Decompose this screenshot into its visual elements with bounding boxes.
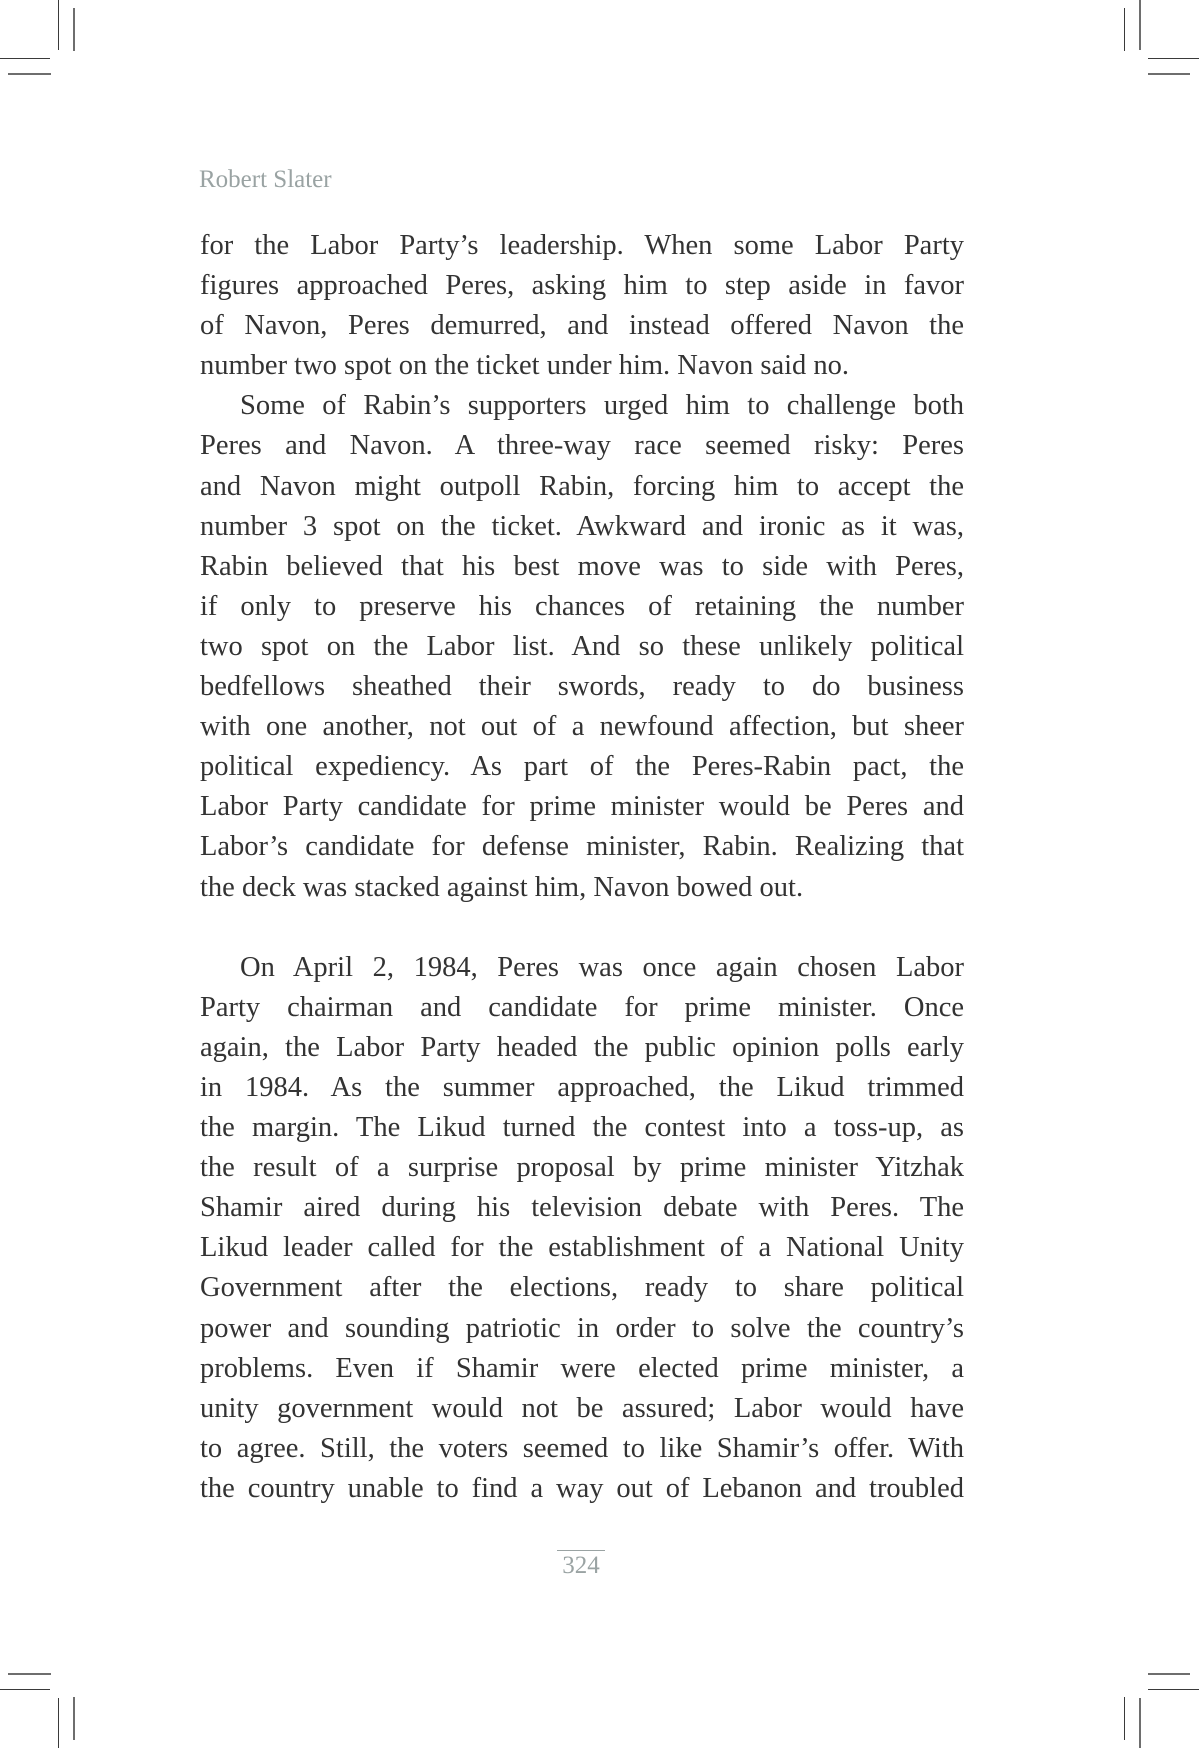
text-line: the result of a surprise proposal by prime minister Yitzhak	[200, 1152, 964, 1184]
crop-mark-bottom-right-vertical-inner	[1124, 1697, 1125, 1740]
text-line: Likud leader called for the establishment of a National Unity	[200, 1232, 964, 1264]
crop-mark-bottom-right-horizontal-outer	[1148, 1689, 1199, 1690]
text-line: two spot on the Labor list. And so these unlikely political	[200, 630, 964, 662]
crop-mark-top-left-vertical-inner	[73, 8, 75, 51]
text-line: Rabin believed that his best move was to side with Peres,	[200, 550, 964, 582]
text-line: Labor’s candidate for defense minister, Rabin. Realizing that	[200, 831, 964, 863]
crop-mark-top-left-horizontal-inner	[8, 73, 51, 75]
text-line: again, the Labor Party headed the public opinion polls early	[200, 1031, 964, 1063]
text-line: of Navon, Peres demurred, and instead offered Navon the	[200, 310, 964, 342]
text-line: bedfellows sheathed their swords, ready to do business	[200, 671, 964, 703]
text-line: power and sounding patriotic in order to solve the country’s	[200, 1312, 964, 1344]
text-line: figures approached Peres, asking him to step aside in favor	[200, 270, 964, 302]
text-line: unity government would not be assured; Labor would have	[200, 1392, 964, 1424]
crop-mark-top-right-vertical-outer	[1139, 0, 1141, 50]
text-line: the deck was stacked against him, Navon bowed out.	[200, 871, 804, 903]
crop-mark-bottom-left-vertical-inner	[73, 1697, 75, 1740]
text-line: the country unable to find a way out of Lebanon and troubled	[200, 1472, 964, 1504]
text-line: the margin. The Likud turned the contest into a toss-up, as	[200, 1112, 964, 1144]
crop-mark-top-left-horizontal-outer	[0, 58, 50, 59]
crop-mark-bottom-left-vertical-outer	[58, 1698, 59, 1748]
text-line: with one another, not out of a newfound affection, but sheer	[200, 711, 964, 743]
page-number: 324	[557, 1550, 605, 1581]
crop-mark-top-left-vertical-outer	[58, 0, 59, 50]
paragraph	[200, 226, 964, 386]
text-line: for the Labor Party’s leadership. When some Labor Party	[200, 230, 964, 261]
text-line: to agree. Still, the voters seemed to like Shamir’s offer. With	[200, 1432, 964, 1464]
text-line: if only to preserve his chances of retaining the number	[200, 590, 964, 622]
text-line: number two spot on the ticket under him. Navon said no.	[200, 350, 850, 382]
crop-mark-bottom-right-horizontal-inner	[1148, 1673, 1190, 1675]
section-break	[200, 908, 964, 948]
text-line: in 1984. As the summer approached, the Likud trimmed	[200, 1071, 964, 1103]
text-line: Shamir aired during his television debate with Peres. The	[200, 1192, 964, 1224]
text-line: number 3 spot on the ticket. Awkward and ironic as it was,	[200, 510, 964, 542]
text-line: Government after the elections, ready to share political	[200, 1272, 964, 1304]
text-line: Peres and Navon. A three-way race seemed risky: Peres	[200, 430, 964, 462]
crop-mark-bottom-left-horizontal-outer	[0, 1689, 50, 1690]
crop-mark-top-right-horizontal-inner	[1148, 73, 1190, 75]
text-line: Party chairman and candidate for prime minister. Once	[200, 991, 964, 1023]
body-text	[200, 226, 964, 1509]
crop-mark-bottom-right-vertical-outer	[1139, 1698, 1141, 1748]
crop-mark-bottom-left-horizontal-inner	[8, 1673, 51, 1675]
text-line: problems. Even if Shamir were elected prime minister, a	[200, 1352, 964, 1384]
crop-mark-top-right-vertical-inner	[1124, 8, 1125, 51]
text-line: Some of Rabin’s supporters urged him to challenge both	[240, 390, 964, 422]
text-line: On April 2, 1984, Peres was once again chosen Labor	[240, 951, 964, 983]
paragraph	[200, 948, 964, 1509]
paragraph	[200, 386, 964, 907]
text-line: political expediency. As part of the Peres-Rabin pact, the	[200, 751, 964, 783]
text-line: and Navon might outpoll Rabin, forcing him to accept the	[200, 470, 964, 502]
text-line: Labor Party candidate for prime minister would be Peres and	[200, 791, 964, 823]
crop-mark-top-right-horizontal-outer	[1148, 58, 1199, 59]
running-head-author: Robert Slater	[199, 166, 332, 193]
